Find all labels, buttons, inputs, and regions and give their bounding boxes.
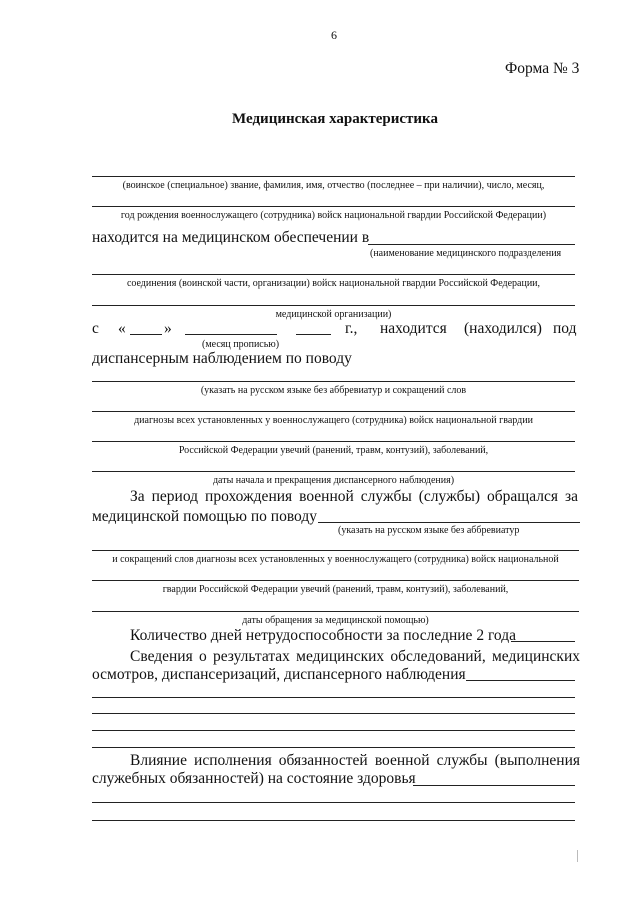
caption-formation: соединения (воинской части, организации) войск национальной гвардии Российской Федерации, [126,278,541,289]
date-year-suffix: г., [345,320,358,337]
caption-service-4: даты обращения за медицинской помощью) [242,615,429,626]
field-line-day[interactable] [130,334,162,335]
caption-medical-org: медицинской организации) [275,309,392,320]
field-line-dispensary-1[interactable] [92,381,575,382]
caption-month: (месяц прописью) [202,339,280,350]
caption-service-1: (указать на русском языке без аббревиатур [338,525,520,536]
field-line-dispensary-2[interactable] [92,411,575,412]
field-line-medical-unit[interactable] [368,244,575,245]
caption-service-3: гвардии Российской Федерации увечий (ранений, травм, контузий), заболеваний, [162,584,509,595]
label-exams-line2: осмотров, диспансеризаций, диспансерного наблюдения [92,666,466,683]
field-line-influence[interactable] [413,785,575,786]
field-line-birth-year[interactable] [92,206,575,207]
word-nahodilsya: (находился) [464,320,542,337]
caption-dispensary-1: (указать на русском языке без аббревиатур и сокращений слов [200,385,467,396]
field-line-dispensary-4[interactable] [92,471,575,472]
field-line-rank-name[interactable] [92,176,575,177]
caption-dispensary-2: диагнозы всех установленных у военнослужащего (сотрудника) войск национальной гвардии [134,415,533,426]
label-exams-line1: Сведения о результатах медицинских обследований, медицинских [130,648,580,665]
label-disability-days: Количество дней нетрудоспособности за последние 2 года [130,627,516,644]
word-pod: под [553,320,577,337]
date-quote-close: » [164,320,172,337]
date-quote-open: « [118,320,126,337]
caption-dispensary-4: даты начала и прекращения диспансерного наблюдения) [212,475,455,486]
field-line-medical-org[interactable] [92,305,575,306]
caption-birth-year: год рождения военнослужащего (сотрудника) войск национальной гвардии Российской Федерации) [120,210,547,221]
field-line-formation[interactable] [92,274,575,275]
field-line-influence-2[interactable] [92,802,575,803]
page-number: 6 [331,28,337,42]
word-nahoditsya: находится [380,320,447,337]
label-medical-support: находится на медицинском обеспечении в [92,229,370,246]
scan-artifact [577,850,578,862]
field-line-month[interactable] [185,334,277,335]
label-influence-line2: служебных обязанностей) на состояние здоровья [92,770,416,787]
label-service-line1: За период прохождения военной службы (службы) обращался за [130,488,578,505]
field-line-service-reason[interactable] [318,522,580,523]
field-line-exams-5[interactable] [92,747,575,748]
field-line-exams-3[interactable] [92,713,575,714]
date-prefix: с [92,320,99,337]
field-line-influence-3[interactable] [92,820,575,821]
field-line-disability-days[interactable] [511,641,575,642]
field-line-service-2[interactable] [92,550,579,551]
field-line-exams-2[interactable] [92,697,575,698]
caption-service-2: и сокращений слов диагнозы всех установленных у военнослужащего (сотрудника) войск национальной [112,554,559,565]
form-label: Форма № 3 [505,60,580,77]
caption-dispensary-3: Российской Федерации увечий (ранений, травм, контузий), заболеваний, [178,445,489,456]
caption-rank-name: (воинское (специальное) звание, фамилия, имя, отчество (последнее – при наличии), число, месяц, [122,180,545,191]
field-line-service-4[interactable] [92,611,579,612]
field-line-exams-4[interactable] [92,730,575,731]
label-service-line2: медицинской помощью по поводу [92,508,317,525]
caption-medical-unit: (наименование медицинского подразделения [370,248,562,259]
label-influence-line1: Влияние исполнения обязанностей военной службы (выполнения [130,752,580,769]
field-line-year[interactable] [296,334,331,335]
label-dispensary: диспансерным наблюдением по поводу [92,350,352,367]
field-line-service-3[interactable] [92,580,579,581]
field-line-dispensary-3[interactable] [92,441,575,442]
document-title: Медицинская характеристика [232,111,438,127]
field-line-exams[interactable] [466,680,575,681]
